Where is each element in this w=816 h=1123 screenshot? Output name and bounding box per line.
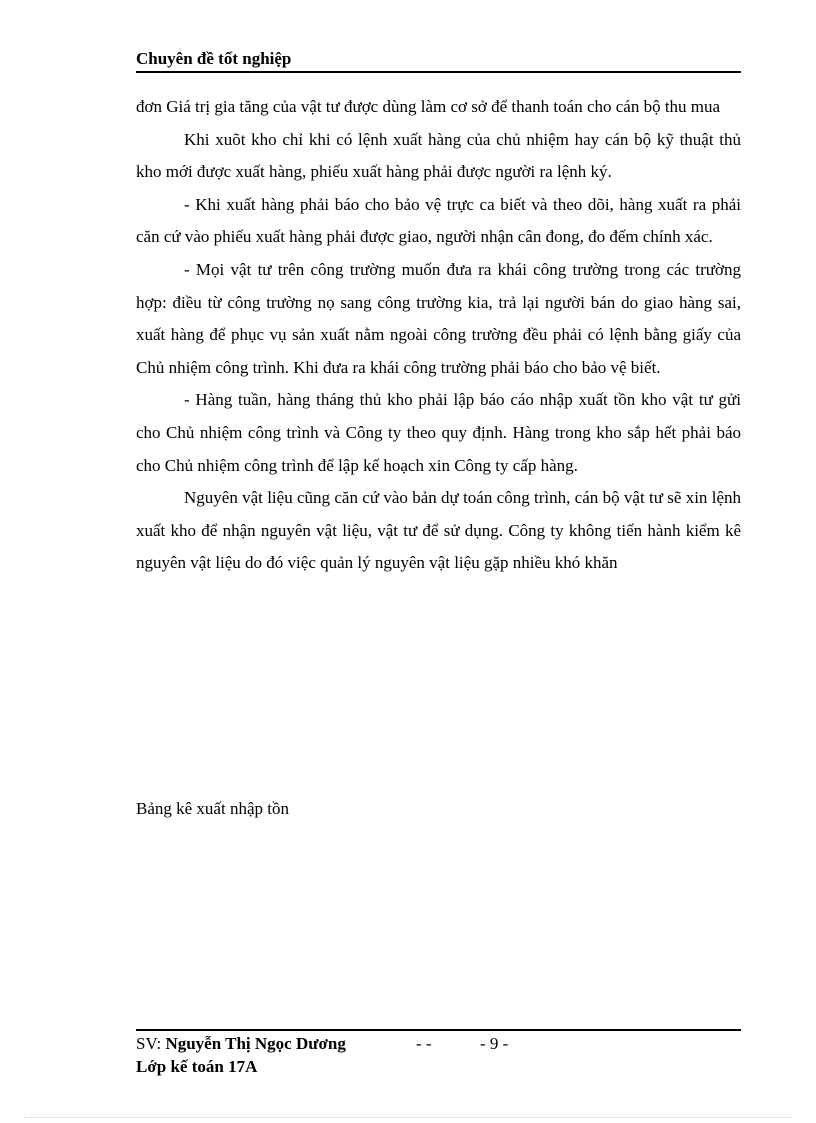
footer-student-label: SV: [136,1034,166,1053]
paragraph-material-estimate: Nguyên vật liệu cũng căn cứ vào bản dự toán công trình, cán bộ vật tư sẽ xin lệnh xuất kho để nhận nguyên vật liệu, vật tư để sử dụng. Công ty không tiến hành kiểm kê nguyên vật liệu do đó việc quản lý nguyên vật liệu gặp nhiều khó khăn [136,488,741,573]
header-divider [136,71,741,73]
page-bottom-border [24,1117,792,1118]
footer-dashes: - - [416,1034,432,1053]
footer-student-name: Nguyễn Thị Ngọc Dương [165,1034,346,1053]
table-caption: Bảng kê xuất nhập tồn [136,799,289,818]
paragraph-export-rule: Khi xuõt kho chỉ khi có lệnh xuất hàng của chủ nhiệm hay cán bộ kỹ thuật thủ kho mới được xuất hàng, phiếu xuất hàng phải được người ra lệnh ký. [136,129,741,182]
paragraph-continuation: đơn Giá trị gia tăng của vật tư được dùng làm cơ sở để thanh toán cho cán bộ thu mua [136,97,721,116]
paragraph-material-transfer: - Mọi vật tư trên công trường muốn đưa ra khái công trường trong các trường hợp: điều từ công trường nọ sang công trường kia, trả lại người bán do giao hàng sai, xuất hàng để phục vụ sản xuất nằm ngoài công trường đều phải có lệnh bằng giấy của Chủ nhiệm công trình. Khi đưa ra khái công trường phải báo cho bảo vệ biết. [136,259,741,377]
footer-class-name: Lớp kế toán 17A [136,1057,258,1076]
paragraph-security-notice: - Khi xuất hàng phải báo cho bảo vệ trực ca biết và theo dõi, hàng xuất ra phải căn cứ vào phiếu xuất hàng phải được giao, người nhận cân đong, đo đếm chính xác. [136,194,741,247]
body-text [136,91,741,580]
footer-student-line [136,1033,741,1055]
footer-divider [136,1029,741,1031]
paragraph-inventory-report: - Hàng tuần, hàng tháng thủ kho phải lập báo cáo nhập xuất tồn kho vật tư gửi cho Chủ nhiệm công trình và Công ty theo quy định. Hàng trong kho sắp hết phải báo cho Chủ nhiệm công trình để lập kế hoạch xin Công ty cấp hàng. [136,390,741,475]
page-number: - 9 - [480,1034,509,1053]
running-header-title: Chuyên đề tốt nghiệp [136,49,292,68]
